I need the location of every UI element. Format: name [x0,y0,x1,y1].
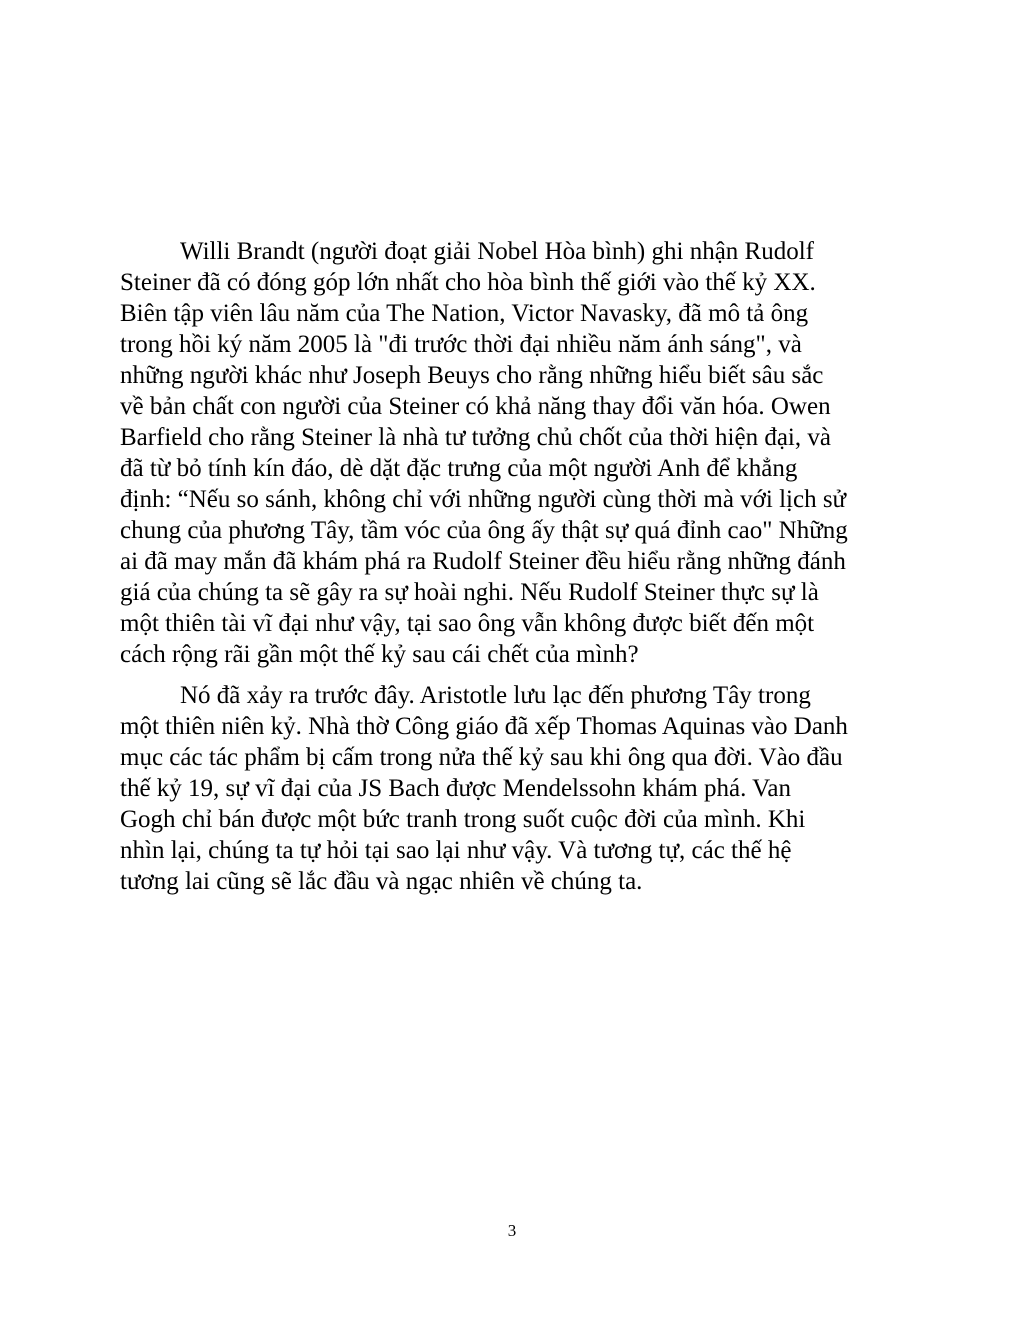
text-line: Barfield cho rằng Steiner là nhà tư tưởng chủ chốt của thời hiện đại, và [120,424,831,451]
paragraph-1 [120,236,910,670]
text-line: thế kỷ 19, sự vĩ đại của JS Bach được Mendelssohn khám phá. Van [120,775,792,802]
text-line: Nó đã xảy ra trước đây. Aristotle lưu lạc đến phương Tây trong [180,682,811,709]
text-line: về bản chất con người của Steiner có khả năng thay đổi văn hóa. Owen [120,393,831,420]
text-line: nhìn lại, chúng ta tự hỏi tại sao lại như vậy. Và tương tự, các thế hệ [120,837,792,864]
text-line: Gogh chỉ bán được một bức tranh trong suốt cuộc đời của mình. Khi [120,806,806,833]
page-number: 3 [507,1221,517,1240]
text-line: giá của chúng ta sẽ gây ra sự hoài nghi. Nếu Rudolf Steiner thực sự là [120,579,819,606]
text-line: trong hồi ký năm 2005 là "đi trước thời đại nhiều năm ánh sáng", và [120,331,802,358]
text-line: mục các tác phẩm bị cấm trong nửa thế kỷ sau khi ông qua đời. Vào đầu [120,744,843,771]
text-line: những người khác như Joseph Beuys cho rằng những hiểu biết sâu sắc [120,362,824,389]
text-line: Willi Brandt (người đoạt giải Nobel Hòa bình) ghi nhận Rudolf [180,238,814,265]
text-line: đã từ bỏ tính kín đáo, dè dặt đặc trưng của một người Anh để khẳng [120,455,798,482]
text-line: Biên tập viên lâu năm của The Nation, Victor Navasky, đã mô tả ông [120,300,809,327]
text-line: Steiner đã có đóng góp lớn nhất cho hòa bình thế giới vào thế kỷ XX. [120,269,816,296]
text-line: một thiên niên kỷ. Nhà thờ Công giáo đã xếp Thomas Aquinas vào Danh [120,713,848,740]
body-text [120,236,910,897]
text-line: cách rộng rãi gần một thế kỷ sau cái chết của mình? [120,641,639,668]
text-line: một thiên tài vĩ đại như vậy, tại sao ông vẫn không được biết đến một [120,610,815,637]
text-line: ai đã may mắn đã khám phá ra Rudolf Steiner đều hiểu rằng những đánh [120,548,846,575]
text-line: tương lai cũng sẽ lắc đầu và ngạc nhiên về chúng ta. [120,868,643,895]
paragraph-2 [120,680,910,897]
text-line: định: “Nếu so sánh, không chỉ với những người cùng thời mà với lịch sử [120,486,847,513]
text-line: chung của phương Tây, tầm vóc của ông ấy thật sự quá đỉnh cao" Những [120,517,848,544]
